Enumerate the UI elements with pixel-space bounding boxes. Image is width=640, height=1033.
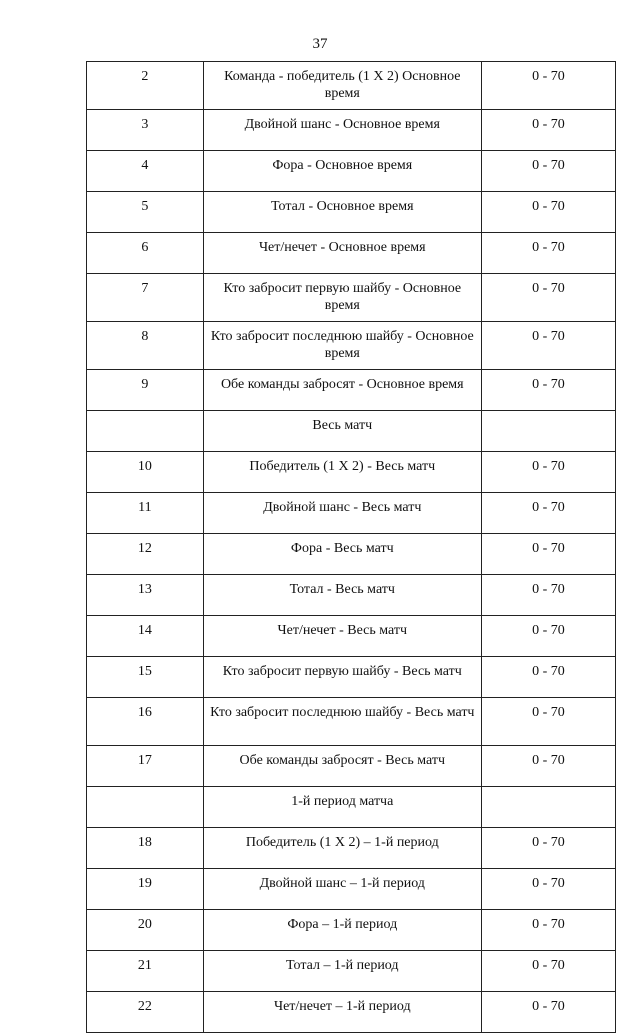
- value-range: 0 - 70: [481, 233, 615, 274]
- table-row: [87, 274, 616, 322]
- section-header-row: [87, 787, 616, 828]
- row-number: 18: [87, 828, 204, 869]
- row-number: 17: [87, 746, 204, 787]
- value-range: 0 - 70: [481, 322, 615, 370]
- value-range: 0 - 70: [481, 534, 615, 575]
- market-name: Кто забросит первую шайбу - Основное время: [203, 274, 481, 322]
- table-row: [87, 233, 616, 274]
- section-header-row: [87, 411, 616, 452]
- value-range: 0 - 70: [481, 452, 615, 493]
- row-number: 4: [87, 151, 204, 192]
- section-title: Весь матч: [203, 411, 481, 452]
- market-name: Кто забросит первую шайбу - Весь матч: [203, 657, 481, 698]
- market-name: Чет/нечет – 1-й период: [203, 992, 481, 1033]
- market-table: [86, 61, 616, 1033]
- market-name: Кто забросит последнюю шайбу - Основное время: [203, 322, 481, 370]
- row-number: 15: [87, 657, 204, 698]
- market-name: Победитель (1 Х 2) – 1-й период: [203, 828, 481, 869]
- value-range: 0 - 70: [481, 951, 615, 992]
- value-range: 0 - 70: [481, 192, 615, 233]
- market-name: Кто забросит последнюю шайбу - Весь матч: [203, 698, 481, 746]
- value-range: 0 - 70: [481, 910, 615, 951]
- row-number: 22: [87, 992, 204, 1033]
- row-number: 11: [87, 493, 204, 534]
- row-number: 16: [87, 698, 204, 746]
- table-row: [87, 828, 616, 869]
- value-range: 0 - 70: [481, 698, 615, 746]
- market-name: Двойной шанс - Основное время: [203, 110, 481, 151]
- row-number: [87, 787, 204, 828]
- value-range: [481, 411, 615, 452]
- market-name: Чет/нечет - Весь матч: [203, 616, 481, 657]
- value-range: 0 - 70: [481, 110, 615, 151]
- row-number: 5: [87, 192, 204, 233]
- value-range: 0 - 70: [481, 62, 615, 110]
- row-number: 10: [87, 452, 204, 493]
- value-range: 0 - 70: [481, 370, 615, 411]
- table-row: [87, 698, 616, 746]
- table-row: [87, 62, 616, 110]
- market-name: Обе команды забросят - Основное время: [203, 370, 481, 411]
- market-name: Двойной шанс - Весь матч: [203, 493, 481, 534]
- value-range: 0 - 70: [481, 493, 615, 534]
- row-number: 19: [87, 869, 204, 910]
- market-name: Тотал - Весь матч: [203, 575, 481, 616]
- table-row: [87, 746, 616, 787]
- row-number: 14: [87, 616, 204, 657]
- row-number: 9: [87, 370, 204, 411]
- table-row: [87, 493, 616, 534]
- row-number: 8: [87, 322, 204, 370]
- row-number: [87, 411, 204, 452]
- market-name: Чет/нечет - Основное время: [203, 233, 481, 274]
- page-number: 37: [312, 36, 328, 52]
- table-row: [87, 370, 616, 411]
- row-number: 12: [87, 534, 204, 575]
- market-name: Фора - Весь матч: [203, 534, 481, 575]
- value-range: 0 - 70: [481, 992, 615, 1033]
- value-range: 0 - 70: [481, 869, 615, 910]
- table-row: [87, 616, 616, 657]
- value-range: 0 - 70: [481, 274, 615, 322]
- value-range: 0 - 70: [481, 746, 615, 787]
- row-number: 6: [87, 233, 204, 274]
- row-number: 3: [87, 110, 204, 151]
- table-row: [87, 322, 616, 370]
- value-range: 0 - 70: [481, 616, 615, 657]
- row-number: 21: [87, 951, 204, 992]
- market-name: Тотал – 1-й период: [203, 951, 481, 992]
- table-row: [87, 951, 616, 992]
- table-row: [87, 151, 616, 192]
- table-row: [87, 869, 616, 910]
- value-range: 0 - 70: [481, 828, 615, 869]
- row-number: 20: [87, 910, 204, 951]
- table-row: [87, 452, 616, 493]
- table-row: [87, 910, 616, 951]
- row-number: 2: [87, 62, 204, 110]
- table-row: [87, 575, 616, 616]
- market-table-body: [87, 62, 616, 1033]
- section-title: 1-й период матча: [203, 787, 481, 828]
- table-row: [87, 534, 616, 575]
- value-range: 0 - 70: [481, 657, 615, 698]
- row-number: 7: [87, 274, 204, 322]
- value-range: 0 - 70: [481, 151, 615, 192]
- market-name: Тотал - Основное время: [203, 192, 481, 233]
- value-range: [481, 787, 615, 828]
- market-name: Фора - Основное время: [203, 151, 481, 192]
- table-row: [87, 110, 616, 151]
- table-row: [87, 192, 616, 233]
- market-name: Команда - победитель (1 Х 2) Основное время: [203, 62, 481, 110]
- table-row: [87, 992, 616, 1033]
- row-number: 13: [87, 575, 204, 616]
- value-range: 0 - 70: [481, 575, 615, 616]
- market-name: Фора – 1-й период: [203, 910, 481, 951]
- table-row: [87, 657, 616, 698]
- market-name: Победитель (1 Х 2) - Весь матч: [203, 452, 481, 493]
- market-name: Обе команды забросят - Весь матч: [203, 746, 481, 787]
- market-name: Двойной шанс – 1-й период: [203, 869, 481, 910]
